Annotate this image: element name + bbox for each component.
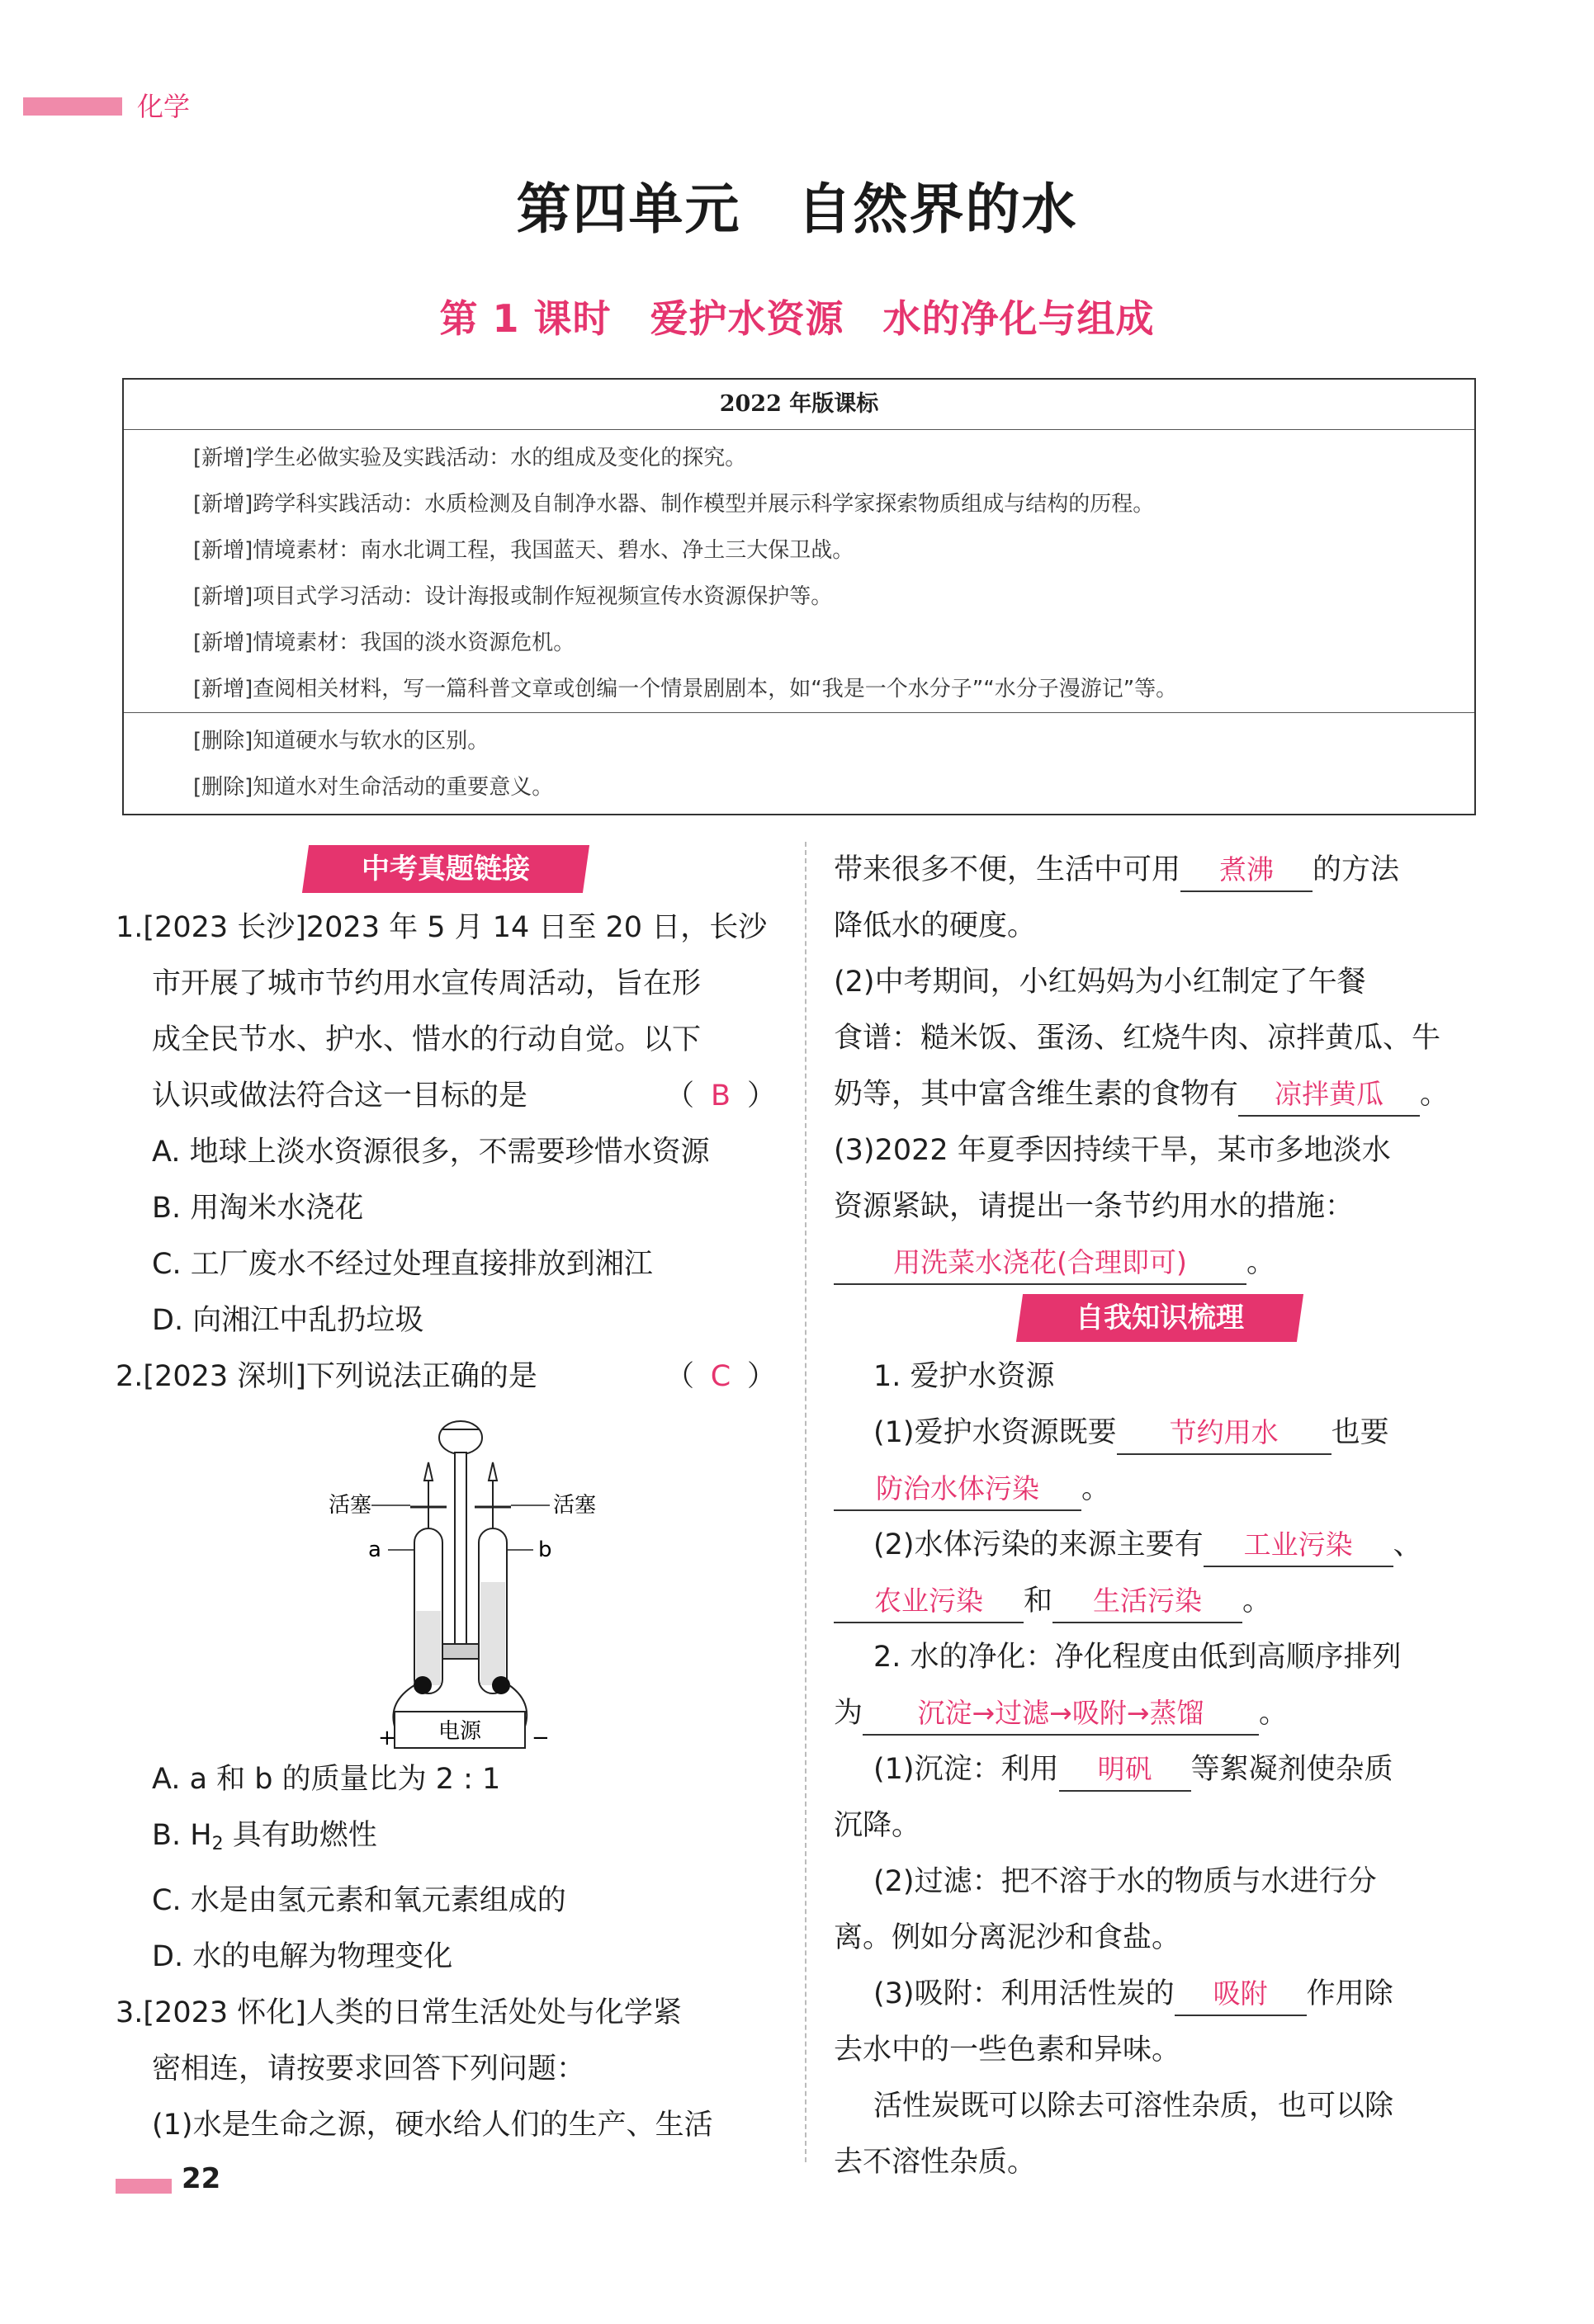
knowledge-line: 去水中的一些色素和异味。 xyxy=(834,2034,1181,2067)
answer-blank: 农业污染 xyxy=(834,1580,1024,1623)
electrolysis-diagram xyxy=(116,1405,776,1751)
answer-blank: 用洗菜水浇花(合理即可) xyxy=(834,1242,1246,1285)
knowledge-line: 防治水体污染 。 xyxy=(834,1461,1486,1517)
curriculum-standards-box xyxy=(122,378,1476,815)
standards-heading: 2022 年版课标 xyxy=(124,380,1474,430)
exam-questions-banner: 中考真题链接 xyxy=(302,845,589,893)
answer-blank: 沉淀→过滤→吸附→蒸馏 xyxy=(863,1693,1259,1736)
answer-blank: 节约用水 xyxy=(1117,1412,1331,1455)
lesson-title: 第 1 课时 爱护水资源 水的净化与组成 xyxy=(439,296,1155,341)
question-2-stem: 2.[2023 深圳]下列说法正确的是 （ C ） xyxy=(116,1349,776,1405)
subject-label: 化学 xyxy=(137,91,191,122)
answer-blank: 明矾 xyxy=(1059,1749,1191,1792)
option-a: A. 地球上淡水资源很多，不需要珍惜水资源 xyxy=(152,1136,710,1169)
plus-label: + xyxy=(378,1726,396,1750)
standard-item: [新增]情境素材：南水北调工程，我国蓝天、碧水、净土三大保卫战。 xyxy=(193,538,854,563)
knowledge-line: 农业污染 和 生活污染 。 xyxy=(834,1573,1486,1629)
standard-item: [新增]项目式学习活动：设计海报或制作短视频宣传水资源保护等。 xyxy=(193,584,833,609)
option-b: B. $H_2$ 具有助燃性 xyxy=(152,1819,377,1854)
knowledge-line: 去不溶性杂质。 xyxy=(834,2146,1037,2179)
answer-paren: （ C ） xyxy=(665,1349,776,1405)
unit-title: 第四单元 自然界的水 xyxy=(516,177,1078,241)
answer-paren: （ B ） xyxy=(665,1068,776,1124)
question-3 xyxy=(116,1985,776,2153)
standard-item: [新增]跨学科实践活动：水质检测及自制净水器、制作模型并展示科学家探索物质组成与结构的历程。 xyxy=(193,492,1155,517)
question-2 xyxy=(116,1349,776,1985)
answer-blank: 生活污染 xyxy=(1052,1580,1242,1623)
standard-item: [新增]查阅相关材料，写一篇科普文章或创编一个情景剧剧本，如“我是一个水分子”“水分子漫游记”等。 xyxy=(193,677,1178,701)
answer-mark: B xyxy=(710,1079,731,1112)
electrolysis-apparatus-figure xyxy=(116,1405,776,1751)
knowledge-line: (2)过滤：把不溶于水的物质与水进行分 xyxy=(873,1865,1377,1898)
knowledge-line: (2)水体污染的来源主要有 工业污染 、 xyxy=(834,1517,1486,1573)
column-divider xyxy=(805,842,806,2162)
option-a: A. a 和 b 的质量比为 2 : 1 xyxy=(152,1763,501,1796)
option-d: D. 向湘江中乱扔垃圾 xyxy=(152,1304,424,1337)
knowledge-line: (3)吸附：利用活性炭的 吸附 作用除 xyxy=(834,1966,1486,2022)
option-c: C. 水是由氢元素和氧元素组成的 xyxy=(152,1884,566,1917)
answer-blank: 防治水体污染 xyxy=(834,1468,1081,1511)
right-column xyxy=(834,842,1486,2190)
label-b: b xyxy=(538,1538,552,1562)
knowledge-line: (1)沉淀：利用 明矾 等絮凝剂使杂质 xyxy=(834,1741,1486,1797)
knowledge-line: 离。例如分离泥沙和食盐。 xyxy=(834,1921,1181,1954)
question-1-line: 市开展了城市节约用水宣传周活动，旨在形 xyxy=(152,967,702,1000)
footer-color-bar xyxy=(116,2179,172,2194)
standards-removed-group xyxy=(124,712,1474,810)
question-1-line: 1.[2023 长沙]2023 年 5 月 14 日至 20 日，长沙 xyxy=(116,911,768,944)
q3-part3-line: 用洗菜水浇花(合理即可) 。 xyxy=(834,1235,1486,1291)
header-color-bar xyxy=(23,97,122,116)
knowledge-summary-banner: 自我知识梳理 xyxy=(1016,1294,1303,1342)
knowledge-line: (1)爱护水资源既要 节约用水 也要 xyxy=(834,1405,1486,1461)
q3-part2-line: 奶等，其中富含维生素的食物有 凉拌黄瓜 。 xyxy=(834,1066,1486,1122)
q3-part2-line: 食谱：糙米饭、蛋汤、红烧牛肉、凉拌黄瓜、牛 xyxy=(834,1022,1441,1055)
answer-mark: C xyxy=(710,1360,731,1393)
page-number: 22 xyxy=(182,2162,221,2195)
q3-part3-line: 资源紧缺，请提出一条节约用水的措施： xyxy=(834,1190,1355,1223)
option-d: D. 水的电解为物理变化 xyxy=(152,1940,453,1973)
answer-blank: 吸附 xyxy=(1175,1973,1307,2016)
knowledge-line: 沉降。 xyxy=(834,1809,921,1842)
answer-blank: 煮沸 xyxy=(1180,849,1313,892)
question-3-line: 密相连，请按要求回答下列问题： xyxy=(152,2052,586,2085)
question-1 xyxy=(116,900,776,1349)
knowledge-line: 活性炭既可以除去可溶性杂质，也可以除 xyxy=(873,2090,1394,2123)
question-1-line: 成全民节水、护水、惜水的行动自觉。以下 xyxy=(152,1023,702,1056)
knowledge-2-title: 2. 水的净化：净化程度由低到高顺序排列 xyxy=(873,1641,1402,1674)
q3-continued-line: 带来很多不便，生活中可用 煮沸 的方法 xyxy=(834,842,1486,898)
knowledge-1-title: 1. 爱护水资源 xyxy=(873,1360,1055,1393)
question-3-line: 3.[2023 怀化]人类的日常生活处处与化学紧 xyxy=(116,1996,682,2029)
option-b: B. 用淘米水浇花 xyxy=(152,1192,364,1225)
left-column xyxy=(116,842,776,2153)
question-3-line: (1)水是生命之源，硬水给人们的生产、生活 xyxy=(152,2109,713,2142)
question-1-line-last: 认识或做法符合这一目标的是 （ B ） xyxy=(116,1068,776,1124)
right-valve-label: 活塞 xyxy=(553,1493,597,1518)
standard-item: [删除]知道硬水与软水的区别。 xyxy=(193,729,490,753)
q3-part3-line: (3)2022 年夏季因持续干旱，某市多地淡水 xyxy=(834,1134,1391,1167)
q3-part2-line: (2)中考期间，小红妈妈为小红制定了午餐 xyxy=(834,966,1366,999)
q3-continued-line: 降低水的硬度。 xyxy=(834,909,1037,942)
answer-blank: 工业污染 xyxy=(1204,1524,1393,1567)
label-a: a xyxy=(368,1538,381,1562)
standard-item: [新增]情境素材：我国的淡水资源危机。 xyxy=(193,631,575,655)
standards-added-group xyxy=(124,430,1474,712)
left-valve-label: 活塞 xyxy=(329,1493,372,1518)
standard-item: [删除]知道水对生命活动的重要意义。 xyxy=(193,775,554,800)
minus-label: − xyxy=(532,1726,550,1750)
answer-blank: 凉拌黄瓜 xyxy=(1238,1074,1420,1117)
knowledge-line: 为 沉淀→过滤→吸附→蒸馏 。 xyxy=(834,1685,1486,1741)
standard-item: [新增]学生必做实验及实践活动：水的组成及变化的探究。 xyxy=(193,446,747,470)
power-label: 电源 xyxy=(438,1719,482,1744)
option-c: C. 工厂废水不经过处理直接排放到湘江 xyxy=(152,1248,653,1281)
